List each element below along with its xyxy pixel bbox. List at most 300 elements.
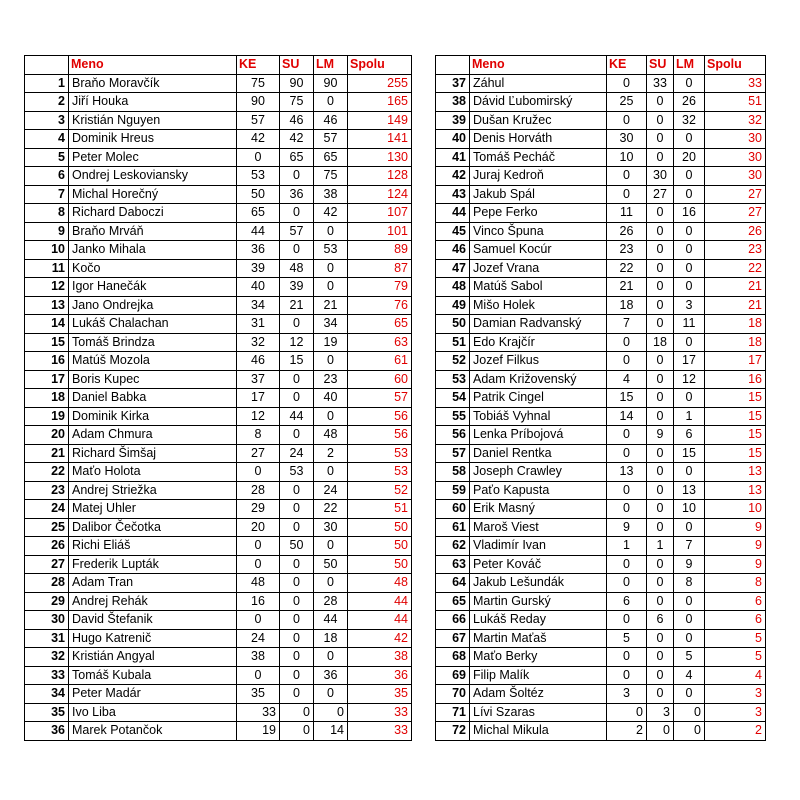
cell-ke: 5 [607, 629, 647, 648]
cell-lm: 0 [674, 185, 705, 204]
table-row [25, 370, 412, 389]
cell-rank: 45 [436, 222, 470, 241]
cell-total: 27 [705, 185, 766, 204]
cell-ke: 22 [607, 259, 647, 278]
cell-rank: 7 [25, 185, 69, 204]
cell-rank: 47 [436, 259, 470, 278]
cell-lm: 21 [314, 296, 348, 315]
cell-lm: 0 [674, 629, 705, 648]
cell-su: 0 [647, 389, 674, 408]
table-row [436, 703, 766, 722]
table-body-right [436, 74, 766, 740]
cell-lm: 0 [674, 722, 705, 741]
cell-lm: 0 [674, 74, 705, 93]
cell-rank: 32 [25, 648, 69, 667]
cell-su: 0 [280, 167, 314, 186]
cell-ke: 0 [607, 426, 647, 445]
cell-name: Jozef Vrana [470, 259, 607, 278]
cell-ke: 0 [607, 666, 647, 685]
header-total: Spolu [348, 56, 412, 75]
cell-total: 56 [348, 407, 412, 426]
cell-lm: 0 [314, 685, 348, 704]
cell-total: 30 [705, 130, 766, 149]
cell-ke: 48 [237, 574, 280, 593]
cell-total: 51 [705, 93, 766, 112]
header-total: Spolu [705, 56, 766, 75]
cell-total: 79 [348, 278, 412, 297]
table-row [25, 204, 412, 223]
cell-total: 3 [705, 703, 766, 722]
cell-ke: 17 [237, 389, 280, 408]
table-row [25, 537, 412, 556]
cell-lm: 16 [674, 204, 705, 223]
cell-rank: 71 [436, 703, 470, 722]
cell-su: 0 [647, 259, 674, 278]
cell-total: 165 [348, 93, 412, 112]
cell-rank: 24 [25, 500, 69, 519]
cell-rank: 55 [436, 407, 470, 426]
cell-name: Jozef Filkus [470, 352, 607, 371]
cell-lm: 0 [674, 463, 705, 482]
cell-su: 0 [647, 555, 674, 574]
cell-total: 53 [348, 463, 412, 482]
table-row [25, 703, 412, 722]
cell-lm: 17 [674, 352, 705, 371]
table-row [436, 389, 766, 408]
cell-rank: 44 [436, 204, 470, 223]
cell-su: 0 [647, 407, 674, 426]
cell-name: Filip Malík [470, 666, 607, 685]
cell-total: 130 [348, 148, 412, 167]
cell-name: Igor Hanečák [69, 278, 237, 297]
cell-rank: 69 [436, 666, 470, 685]
cell-name: Tobiáš Vyhnal [470, 407, 607, 426]
cell-total: 13 [705, 481, 766, 500]
cell-su: 50 [280, 537, 314, 556]
cell-total: 57 [348, 389, 412, 408]
header-su: SU [280, 56, 314, 75]
cell-ke: 30 [607, 130, 647, 149]
table-row [436, 481, 766, 500]
cell-total: 65 [348, 315, 412, 334]
table-row [436, 148, 766, 167]
cell-ke: 0 [607, 444, 647, 463]
cell-su: 0 [647, 111, 674, 130]
table-body-left [25, 74, 412, 740]
cell-ke: 3 [607, 685, 647, 704]
cell-su: 0 [647, 481, 674, 500]
cell-lm: 10 [674, 500, 705, 519]
cell-su: 0 [280, 370, 314, 389]
table-row [25, 352, 412, 371]
cell-su: 0 [280, 722, 314, 741]
cell-name: Michal Horečný [69, 185, 237, 204]
cell-ke: 0 [607, 703, 647, 722]
cell-total: 48 [348, 574, 412, 593]
cell-ke: 19 [237, 722, 280, 741]
cell-rank: 2 [25, 93, 69, 112]
cell-rank: 20 [25, 426, 69, 445]
cell-rank: 59 [436, 481, 470, 500]
cell-ke: 50 [237, 185, 280, 204]
cell-name: Peter Molec [69, 148, 237, 167]
cell-total: 33 [705, 74, 766, 93]
cell-lm: 44 [314, 611, 348, 630]
cell-su: 0 [647, 148, 674, 167]
header-rank [25, 56, 69, 75]
table-row [25, 389, 412, 408]
cell-rank: 39 [436, 111, 470, 130]
cell-total: 5 [705, 648, 766, 667]
header-name: Meno [69, 56, 237, 75]
cell-ke: 26 [607, 222, 647, 241]
cell-ke: 13 [607, 463, 647, 482]
cell-total: 128 [348, 167, 412, 186]
cell-su: 9 [647, 426, 674, 445]
cell-name: Kristián Nguyen [69, 111, 237, 130]
cell-total: 124 [348, 185, 412, 204]
cell-lm: 0 [674, 259, 705, 278]
cell-lm: 9 [674, 555, 705, 574]
table-row [436, 241, 766, 260]
cell-su: 0 [280, 481, 314, 500]
table-row [436, 407, 766, 426]
cell-lm: 50 [314, 555, 348, 574]
cell-rank: 64 [436, 574, 470, 593]
cell-ke: 0 [607, 555, 647, 574]
cell-rank: 5 [25, 148, 69, 167]
cell-total: 30 [705, 148, 766, 167]
cell-name: Ondrej Leskoviansky [69, 167, 237, 186]
cell-lm: 3 [674, 296, 705, 315]
table-row [25, 185, 412, 204]
cell-su: 1 [647, 537, 674, 556]
cell-total: 6 [705, 611, 766, 630]
cell-lm: 0 [314, 278, 348, 297]
cell-su: 0 [280, 574, 314, 593]
cell-lm: 0 [314, 574, 348, 593]
cell-su: 0 [280, 315, 314, 334]
header-rank [436, 56, 470, 75]
cell-rank: 10 [25, 241, 69, 260]
cell-name: Jiří Houka [69, 93, 237, 112]
cell-su: 0 [647, 278, 674, 297]
cell-ke: 65 [237, 204, 280, 223]
table-row [25, 148, 412, 167]
cell-name: Andrej Rehák [69, 592, 237, 611]
table-row [25, 592, 412, 611]
cell-su: 0 [647, 93, 674, 112]
cell-ke: 21 [607, 278, 647, 297]
cell-rank: 67 [436, 629, 470, 648]
cell-rank: 8 [25, 204, 69, 223]
cell-name: Denis Horváth [470, 130, 607, 149]
cell-su: 33 [647, 74, 674, 93]
cell-name: Adam Tran [69, 574, 237, 593]
cell-ke: 15 [607, 389, 647, 408]
cell-name: Richi Eliáš [69, 537, 237, 556]
cell-name: Tomáš Pecháč [470, 148, 607, 167]
cell-lm: 0 [674, 611, 705, 630]
table-row [25, 648, 412, 667]
cell-rank: 14 [25, 315, 69, 334]
cell-name: Richard Šimšaj [69, 444, 237, 463]
cell-total: 30 [705, 167, 766, 186]
cell-ke: 37 [237, 370, 280, 389]
cell-name: Dominik Hreus [69, 130, 237, 149]
cell-ke: 0 [237, 611, 280, 630]
cell-lm: 0 [674, 333, 705, 352]
cell-total: 141 [348, 130, 412, 149]
cell-name: Adam Križovenský [470, 370, 607, 389]
table-row [25, 278, 412, 297]
table-row [436, 167, 766, 186]
cell-name: Jakub Spál [470, 185, 607, 204]
cell-rank: 58 [436, 463, 470, 482]
table-row [436, 537, 766, 556]
cell-ke: 46 [237, 352, 280, 371]
header-row [436, 56, 766, 75]
cell-lm: 23 [314, 370, 348, 389]
cell-rank: 3 [25, 111, 69, 130]
cell-su: 46 [280, 111, 314, 130]
cell-rank: 61 [436, 518, 470, 537]
table-row [436, 130, 766, 149]
cell-name: Patrik Cingel [470, 389, 607, 408]
cell-total: 255 [348, 74, 412, 93]
cell-lm: 30 [314, 518, 348, 537]
cell-rank: 54 [436, 389, 470, 408]
table-row [25, 167, 412, 186]
cell-rank: 36 [25, 722, 69, 741]
cell-name: Lukáš Reday [470, 611, 607, 630]
cell-total: 21 [705, 278, 766, 297]
table-row [436, 518, 766, 537]
cell-rank: 17 [25, 370, 69, 389]
cell-rank: 62 [436, 537, 470, 556]
header-lm: LM [314, 56, 348, 75]
cell-lm: 0 [674, 167, 705, 186]
cell-ke: 25 [607, 93, 647, 112]
cell-total: 9 [705, 555, 766, 574]
table-row [25, 74, 412, 93]
cell-total: 35 [348, 685, 412, 704]
table-row [436, 315, 766, 334]
cell-name: Matej Uhler [69, 500, 237, 519]
cell-total: 33 [348, 722, 412, 741]
cell-su: 90 [280, 74, 314, 93]
table-row [436, 185, 766, 204]
cell-name: Jakub Lešundák [470, 574, 607, 593]
cell-total: 23 [705, 241, 766, 260]
cell-su: 3 [647, 703, 674, 722]
cell-su: 0 [647, 500, 674, 519]
cell-ke: 0 [607, 574, 647, 593]
cell-total: 149 [348, 111, 412, 130]
header-su: SU [647, 56, 674, 75]
cell-rank: 60 [436, 500, 470, 519]
cell-su: 0 [280, 241, 314, 260]
cell-su: 57 [280, 222, 314, 241]
cell-name: Dušan Kružec [470, 111, 607, 130]
cell-rank: 56 [436, 426, 470, 445]
cell-lm: 40 [314, 389, 348, 408]
cell-name: Martin Maťaš [470, 629, 607, 648]
cell-name: Braňo Mrváň [69, 222, 237, 241]
cell-ke: 0 [607, 74, 647, 93]
cell-ke: 1 [607, 537, 647, 556]
cell-rank: 11 [25, 259, 69, 278]
cell-lm: 11 [674, 315, 705, 334]
cell-ke: 0 [607, 611, 647, 630]
cell-lm: 0 [674, 703, 705, 722]
cell-su: 0 [647, 685, 674, 704]
results-table-right [435, 55, 766, 741]
table-row [25, 130, 412, 149]
cell-rank: 21 [25, 444, 69, 463]
cell-rank: 49 [436, 296, 470, 315]
cell-total: 16 [705, 370, 766, 389]
table-row [25, 611, 412, 630]
cell-rank: 40 [436, 130, 470, 149]
cell-name: Edo Krajčír [470, 333, 607, 352]
cell-ke: 8 [237, 426, 280, 445]
cell-name: Tomáš Kubala [69, 666, 237, 685]
cell-su: 0 [280, 555, 314, 574]
cell-name: Matúš Mozola [69, 352, 237, 371]
table-row [25, 574, 412, 593]
cell-ke: 39 [237, 259, 280, 278]
cell-rank: 57 [436, 444, 470, 463]
cell-total: 61 [348, 352, 412, 371]
cell-lm: 0 [314, 407, 348, 426]
cell-lm: 36 [314, 666, 348, 685]
cell-su: 0 [280, 629, 314, 648]
cell-su: 0 [647, 518, 674, 537]
cell-name: Damian Radvanský [470, 315, 607, 334]
cell-total: 4 [705, 666, 766, 685]
cell-total: 2 [705, 722, 766, 741]
cell-name: Jano Ondrejka [69, 296, 237, 315]
cell-lm: 28 [314, 592, 348, 611]
table-row [436, 500, 766, 519]
cell-lm: 0 [314, 93, 348, 112]
cell-rank: 13 [25, 296, 69, 315]
cell-total: 18 [705, 333, 766, 352]
cell-name: Daniel Babka [69, 389, 237, 408]
table-row [436, 722, 766, 741]
cell-total: 89 [348, 241, 412, 260]
cell-total: 33 [348, 703, 412, 722]
table-row [25, 241, 412, 260]
cell-ke: 12 [237, 407, 280, 426]
cell-name: Michal Mikula [470, 722, 607, 741]
cell-name: Maroš Viest [470, 518, 607, 537]
cell-su: 65 [280, 148, 314, 167]
cell-su: 21 [280, 296, 314, 315]
table-row [25, 629, 412, 648]
cell-su: 0 [647, 629, 674, 648]
cell-name: Martin Gurský [470, 592, 607, 611]
cell-rank: 26 [25, 537, 69, 556]
cell-lm: 1 [674, 407, 705, 426]
cell-ke: 0 [607, 167, 647, 186]
cell-lm: 26 [674, 93, 705, 112]
cell-su: 0 [647, 204, 674, 223]
table-row [25, 222, 412, 241]
cell-lm: 42 [314, 204, 348, 223]
cell-lm: 22 [314, 500, 348, 519]
table-row [436, 278, 766, 297]
cell-ke: 35 [237, 685, 280, 704]
cell-su: 0 [647, 666, 674, 685]
cell-name: Dávid Ľubomirský [470, 93, 607, 112]
cell-name: Peter Kováč [470, 555, 607, 574]
cell-ke: 29 [237, 500, 280, 519]
cell-ke: 36 [237, 241, 280, 260]
cell-ke: 20 [237, 518, 280, 537]
table-row [436, 222, 766, 241]
table-row [436, 685, 766, 704]
cell-rank: 41 [436, 148, 470, 167]
cell-total: 50 [348, 518, 412, 537]
cell-ke: 11 [607, 204, 647, 223]
cell-su: 12 [280, 333, 314, 352]
cell-total: 52 [348, 481, 412, 500]
cell-lm: 0 [674, 389, 705, 408]
cell-rank: 29 [25, 592, 69, 611]
cell-name: Dominik Kirka [69, 407, 237, 426]
cell-rank: 4 [25, 130, 69, 149]
cell-total: 76 [348, 296, 412, 315]
results-table-left [24, 55, 412, 741]
cell-rank: 28 [25, 574, 69, 593]
cell-lm: 46 [314, 111, 348, 130]
cell-rank: 33 [25, 666, 69, 685]
cell-lm: 48 [314, 426, 348, 445]
cell-total: 15 [705, 407, 766, 426]
cell-ke: 40 [237, 278, 280, 297]
cell-ke: 16 [237, 592, 280, 611]
cell-su: 18 [647, 333, 674, 352]
cell-total: 36 [348, 666, 412, 685]
cell-name: Mišo Holek [470, 296, 607, 315]
cell-rank: 52 [436, 352, 470, 371]
cell-name: Marek Potančok [69, 722, 237, 741]
cell-rank: 37 [436, 74, 470, 93]
table-row [436, 111, 766, 130]
cell-rank: 70 [436, 685, 470, 704]
cell-ke: 0 [237, 148, 280, 167]
cell-total: 56 [348, 426, 412, 445]
header-ke: KE [237, 56, 280, 75]
cell-ke: 27 [237, 444, 280, 463]
cell-total: 63 [348, 333, 412, 352]
cell-ke: 0 [607, 352, 647, 371]
cell-name: Frederik Lupták [69, 555, 237, 574]
header-ke: KE [607, 56, 647, 75]
cell-rank: 22 [25, 463, 69, 482]
cell-su: 0 [647, 370, 674, 389]
cell-name: Pepe Ferko [470, 204, 607, 223]
cell-ke: 32 [237, 333, 280, 352]
cell-rank: 51 [436, 333, 470, 352]
cell-lm: 0 [314, 537, 348, 556]
cell-total: 18 [705, 315, 766, 334]
cell-ke: 6 [607, 592, 647, 611]
cell-total: 15 [705, 389, 766, 408]
cell-total: 3 [705, 685, 766, 704]
